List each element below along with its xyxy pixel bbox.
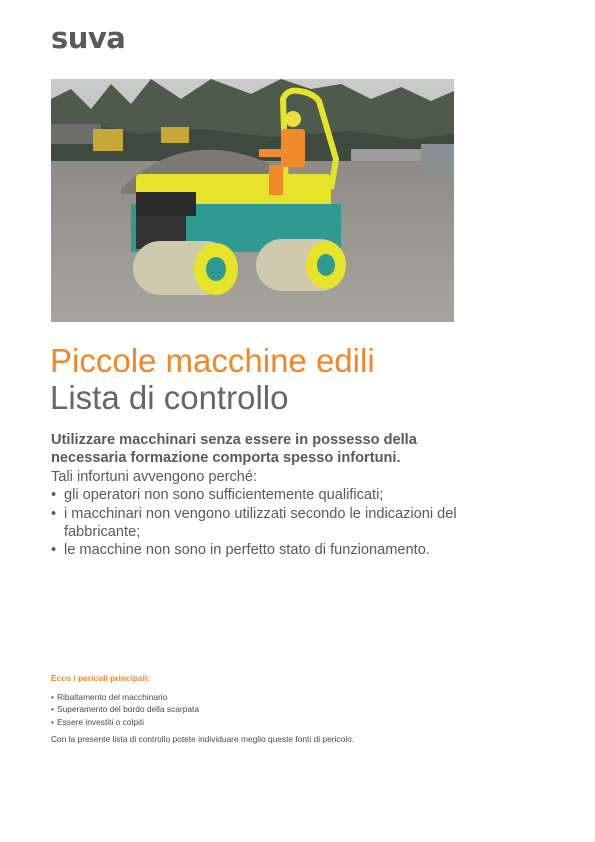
page-title: Piccole macchine edili (50, 342, 375, 379)
intro-bullet: • gli operatori non sono sufficientemente qualificati; (51, 486, 471, 504)
intro-bullet: • le macchine non sono in perfetto stato di funzionamento. (51, 541, 471, 559)
intro-section (51, 431, 471, 560)
hazards-heading: Ecco i pericoli principali: (51, 673, 151, 683)
page-subtitle: Lista di controllo (50, 379, 289, 416)
intro-lead: Tali infortuni avvengono perché: (51, 468, 258, 485)
intro-bullet-list (51, 486, 471, 560)
hazards-closing-text: Con la presente lista di controllo potete individuare meglio queste fonti di pericolo. (51, 734, 355, 745)
intro-bullet: • i macchinari non vengono utilizzati secondo le indicazioni del fabbricante; (51, 505, 471, 542)
suva-logo: suva (51, 21, 126, 55)
hazard-item: • Ribaltamento del macchinario (51, 691, 471, 704)
intro-bold-text: Utilizzare macchinari senza essere in possesso della necessaria formazione comporta spesso infortuni. (51, 432, 417, 467)
cover-photo (51, 79, 454, 322)
hazard-item: • Superamento del bordo della scarpata (51, 703, 471, 716)
hazards-section (51, 672, 471, 746)
hazards-list (51, 691, 471, 729)
hazard-item: • Essere investiti o colpiti (51, 716, 471, 729)
